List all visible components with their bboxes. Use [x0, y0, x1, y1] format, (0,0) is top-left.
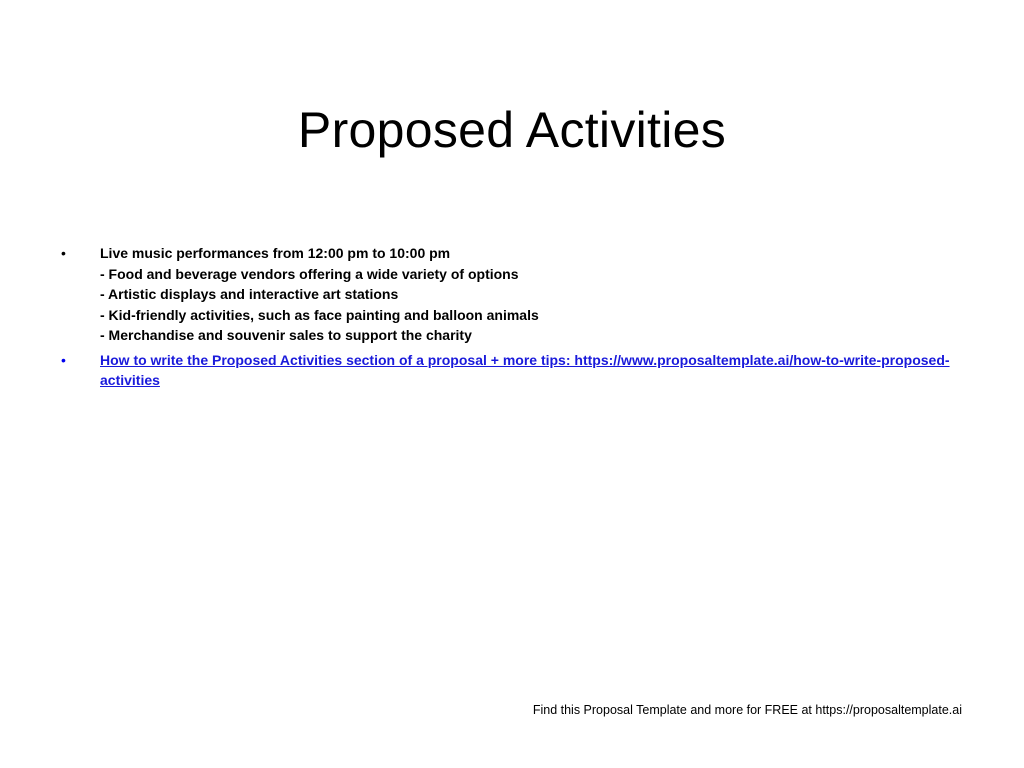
footer-note: Find this Proposal Template and more for FREE at https://proposaltemplate.ai	[532, 703, 962, 717]
slide-title: Proposed Activities	[297, 101, 727, 158]
bullet-dot-icon: •	[61, 351, 66, 368]
activity-line: - Merchandise and souvenir sales to support the charity	[100, 327, 472, 343]
activity-line: - Artistic displays and interactive art stations	[100, 286, 399, 302]
bullet-item-activities	[56, 243, 966, 346]
activity-line: - Food and beverage vendors offering a wide variety of options	[100, 265, 519, 282]
bullet-item-link	[56, 350, 966, 391]
proposal-tips-link[interactable]: How to write the Proposed Activities section of a proposal + more tips: https://www.proposaltemplate.ai/how-to-write-proposed-activities	[100, 351, 950, 388]
activity-line: Live music performances from 12:00 pm to 10:00 pm	[100, 245, 451, 261]
activity-line: - Kid-friendly activities, such as face painting and balloon animals	[100, 306, 539, 323]
bullet-list	[56, 243, 966, 395]
bullet-dot-icon: •	[61, 245, 66, 261]
